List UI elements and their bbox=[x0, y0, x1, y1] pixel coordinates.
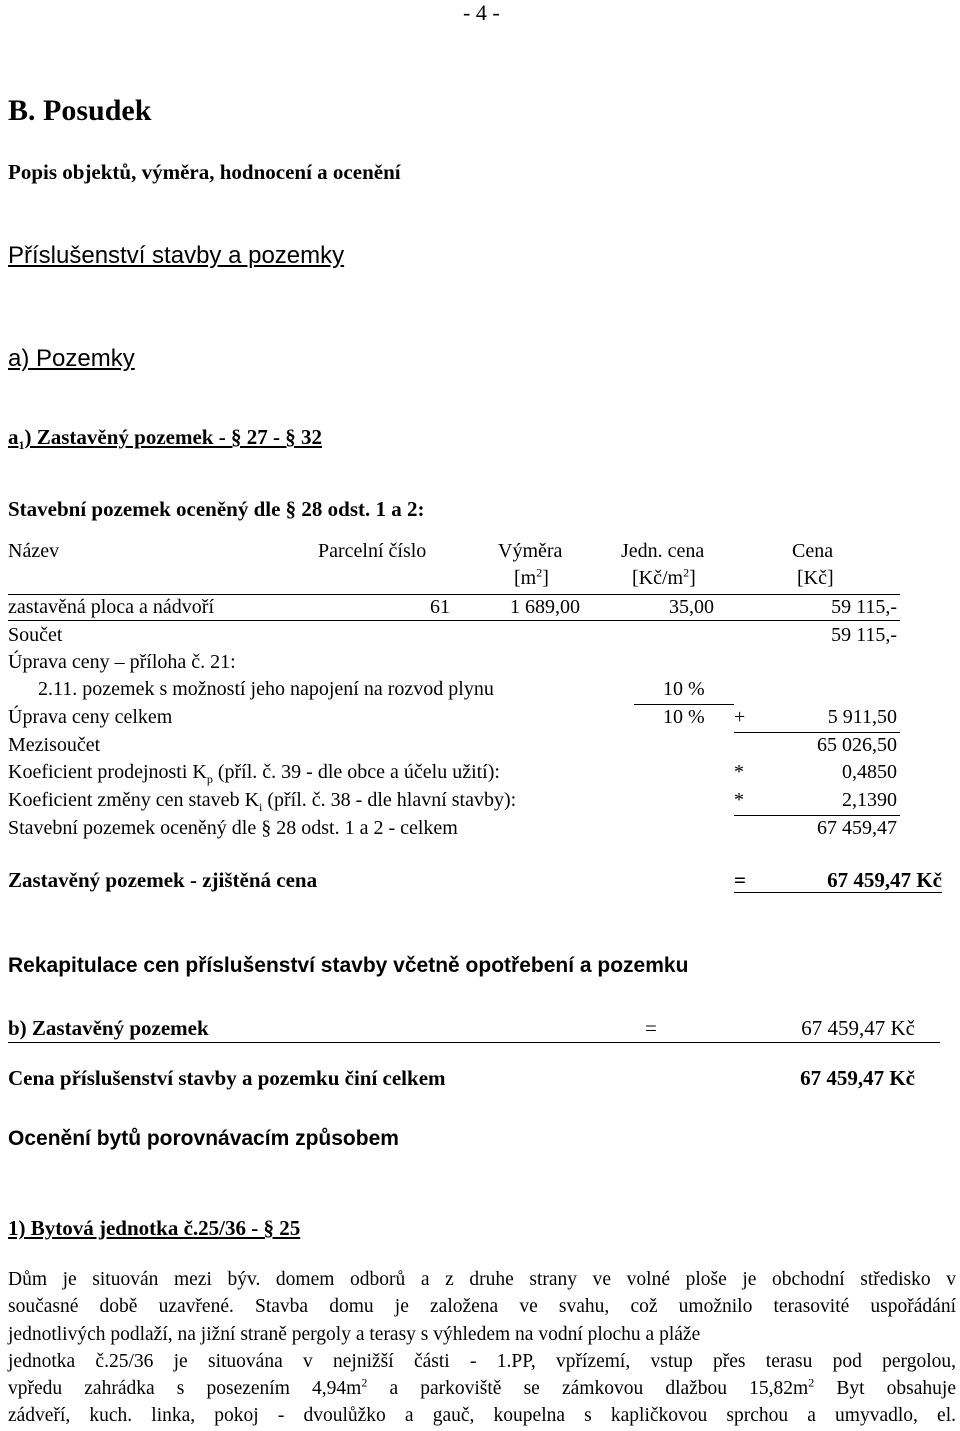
recap-heading: Rekapitulace cen příslušenství stavby včetně opotřebení a pozemku bbox=[8, 954, 689, 977]
section-title: B. Posudek bbox=[8, 94, 152, 127]
col-header-area: Výměra bbox=[498, 540, 563, 562]
recap-total-value: 67 459,47 Kč bbox=[800, 1066, 915, 1090]
row-parcel: 61 bbox=[430, 596, 450, 618]
built-price-underline bbox=[734, 892, 942, 893]
row-area: 1 689,00 bbox=[510, 596, 580, 618]
flats-heading: Ocenění bytů porovnávacím způsobem bbox=[8, 1127, 399, 1150]
header-divider bbox=[8, 594, 900, 595]
recap-total-label: Cena příslušenství stavby a pozemku činí celkem bbox=[8, 1066, 446, 1090]
unit-heading: 1) Bytová jednotka č.25/36 - § 25 bbox=[8, 1216, 301, 1240]
col-header-area-unit: $[m^2]$ bbox=[514, 565, 549, 589]
row-divider bbox=[8, 620, 900, 621]
coef-kp-op: * bbox=[734, 761, 744, 783]
coef-kp-label: Koeficient prodejnosti $K_p$ (příl. č. 39 - dle obce a účelu užití): bbox=[8, 761, 500, 786]
adjustment-label: Úprava ceny – příloha č. 21: bbox=[8, 651, 236, 673]
valuation-heading: Stavební pozemek oceněný dle § 28 odst. 1 a 2: bbox=[8, 497, 425, 521]
row-unit-price: 35,00 bbox=[669, 596, 714, 618]
coef-ki-underline bbox=[734, 815, 900, 816]
description-line-1: Dům je situován mezi býv. domem odborů a z druhe strany ve volné ploše je obchodní středisko v bbox=[8, 1269, 956, 1290]
col-header-name: Název bbox=[8, 540, 60, 562]
heading-built-land: $a_1$) Zastavěný pozemek - § 27 - § 32 bbox=[8, 425, 322, 453]
recap-b-op: = bbox=[645, 1016, 657, 1040]
coef-ki-op: * bbox=[734, 789, 744, 811]
adjustment-total-op: + bbox=[734, 706, 746, 728]
built-price-op: = bbox=[734, 868, 746, 892]
adjustment-total-value: 5 911,50 bbox=[827, 706, 897, 728]
col-header-price: Cena bbox=[792, 540, 834, 562]
built-price-value: 67 459,47 Kč bbox=[827, 868, 942, 892]
built-price-label: Zastavěný pozemek - zjištěná cena bbox=[8, 868, 318, 892]
row-price: 59 115,- bbox=[831, 596, 897, 618]
recap-b-label: b) Zastavěný pozemek bbox=[8, 1016, 209, 1040]
subtotal-value: 65 026,50 bbox=[817, 734, 897, 756]
adjustment-total-underline bbox=[734, 732, 900, 733]
sum-label: Součet bbox=[8, 624, 63, 646]
coef-ki-label: Koeficient změny cen staveb $K_i$ (příl. č. 38 - dle hlavní stavby): bbox=[8, 789, 517, 814]
land-total-value: 67 459,47 bbox=[817, 817, 897, 839]
adjustment-item-label: 2.11. pozemek s možností jeho napojení na rozvod plynu bbox=[38, 678, 494, 700]
adjustment-item-value: 10 % bbox=[663, 678, 705, 700]
description-line-3: jednotlivých podlaží, na jižní straně pergoly a terasy s výhledem na vodní plochu a pláže bbox=[8, 1323, 701, 1345]
subtotal-label: Mezisoučet bbox=[8, 734, 101, 756]
adjustment-total-percent: 10 % bbox=[663, 706, 705, 728]
land-total-label: Stavební pozemek oceněný dle § 28 odst. 1 a 2 - celkem bbox=[8, 817, 458, 839]
coef-ki-value: 2,1390 bbox=[842, 789, 897, 811]
description-line-5: vpředu zahrádka s posezením $4,94m^2$ a parkoviště se zámkovou dlažbou $15,82m^2$ Byt obsahuje bbox=[8, 1375, 956, 1400]
description-line-4: jednotka č.25/36 je situována v nejnižší části - 1.PP, vpřízemí, vstup přes terasu pod pergolou, bbox=[8, 1350, 956, 1372]
adjustment-item-underline bbox=[634, 704, 734, 705]
col-header-unit-price: Jedn. cena bbox=[621, 540, 705, 562]
coef-kp-value: 0,4850 bbox=[842, 761, 897, 783]
heading-accessories: Příslušenství stavby a pozemky bbox=[8, 242, 345, 269]
page-number: - 4 - bbox=[463, 0, 500, 25]
adjustment-total-label: Úprava ceny celkem bbox=[8, 706, 173, 728]
col-header-price-unit: [Kč] bbox=[797, 567, 834, 589]
description-paragraph bbox=[8, 1266, 956, 1430]
col-header-unit-price-unit: $[Kč/m^2]$ bbox=[632, 565, 696, 589]
description-line-6: zádveří, kuch. linka, pokoj - dvoulůžko a gauč, koupelna s kapličkovou sprchou a umyvadlo, el. bbox=[8, 1405, 956, 1427]
subtitle: Popis objektů, výměra, hodnocení a ocenění bbox=[8, 160, 401, 184]
col-header-parcel: Parcelní číslo bbox=[318, 540, 427, 562]
sum-value: 59 115,- bbox=[831, 624, 897, 646]
row-name: zastavěná ploca a nádvoří bbox=[8, 596, 215, 618]
description-line-2: současné době uzavřené. Stavba domu je založena ve svahu, což umožnilo terasovité uspořádání bbox=[8, 1296, 956, 1318]
heading-land: a) Pozemky bbox=[8, 345, 135, 372]
recap-b-value: 67 459,47 Kč bbox=[801, 1016, 915, 1040]
recap-b-underline bbox=[8, 1042, 940, 1043]
